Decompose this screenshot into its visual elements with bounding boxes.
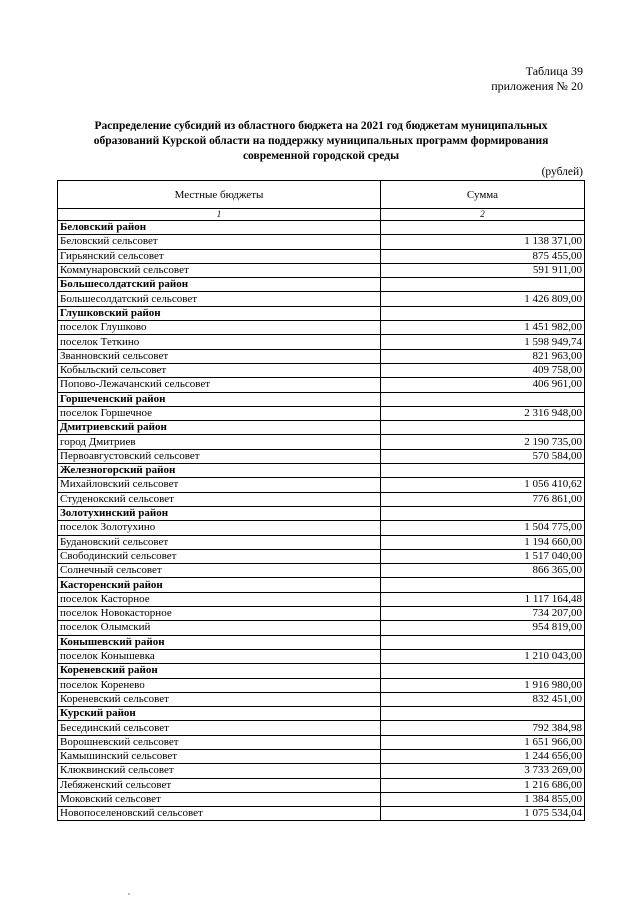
subsidy-amount: 1 075 534,04	[381, 807, 585, 821]
table-row	[58, 521, 585, 535]
table-row	[58, 406, 585, 420]
district-row	[58, 506, 585, 520]
subsidy-amount: 1 517 040,00	[381, 549, 585, 563]
header-row	[58, 181, 585, 209]
subsidy-amount: 1 426 809,00	[381, 292, 585, 306]
table-row	[58, 778, 585, 792]
subsidy-amount	[381, 664, 585, 678]
municipality-name: Званновский сельсовет	[58, 349, 381, 363]
caption-appendix-number: приложения № 20	[491, 79, 583, 93]
municipality-name: Кобыльский сельсовет	[58, 363, 381, 377]
table-row	[58, 549, 585, 563]
table-row	[58, 592, 585, 606]
municipality-name: Солнечный сельсовет	[58, 564, 381, 578]
table-row	[58, 335, 585, 349]
subsidy-amount	[381, 707, 585, 721]
table-row	[58, 749, 585, 763]
table-row	[58, 435, 585, 449]
subsidy-amount: 1 194 660,00	[381, 535, 585, 549]
district-row	[58, 664, 585, 678]
subsidy-amount: 1 504 775,00	[381, 521, 585, 535]
district-name: Конышевский район	[58, 635, 381, 649]
district-name: Кореневский район	[58, 664, 381, 678]
subsidy-amount: 821 963,00	[381, 349, 585, 363]
table-row	[58, 792, 585, 806]
subsidy-amount: 776 861,00	[381, 492, 585, 506]
subsidy-amount	[381, 306, 585, 320]
municipality-name: Беловский сельсовет	[58, 235, 381, 249]
document-title	[60, 119, 582, 164]
subsidy-amount: 1 916 980,00	[381, 678, 585, 692]
subsidy-amount: 406 961,00	[381, 378, 585, 392]
district-row	[58, 707, 585, 721]
subsidy-amount	[381, 506, 585, 520]
title-line-3: современной городской среды	[242, 150, 400, 162]
subsidy-amount	[381, 221, 585, 235]
scan-artifact	[128, 893, 130, 895]
municipality-name: город Дмитриев	[58, 435, 381, 449]
caption-table-number: Таблица 39	[525, 64, 583, 78]
municipality-name: поселок Конышевка	[58, 649, 381, 663]
district-name: Беловский район	[58, 221, 381, 235]
municipality-name: Первоавгустовский сельсовет	[58, 449, 381, 463]
subsidy-amount: 1 210 043,00	[381, 649, 585, 663]
table-row	[58, 535, 585, 549]
subsidy-amount: 1 216 686,00	[381, 778, 585, 792]
subsidy-amount: 2 316 948,00	[381, 406, 585, 420]
column-number-row	[58, 209, 585, 221]
municipality-name: Моковский сельсовет	[58, 792, 381, 806]
column-number-2: 2	[381, 209, 585, 221]
table-row	[58, 292, 585, 306]
district-row	[58, 421, 585, 435]
subsidy-amount: 1 598 949,74	[381, 335, 585, 349]
municipality-name: Большесолдатский сельсовет	[58, 292, 381, 306]
district-name: Золотухинский район	[58, 506, 381, 520]
subsidy-amount: 875 455,00	[381, 249, 585, 263]
header-amount: Сумма	[381, 181, 585, 209]
subsidy-amount	[381, 278, 585, 292]
subsidy-table	[57, 180, 585, 821]
municipality-name: Кореневский сельсовет	[58, 692, 381, 706]
table-row	[58, 692, 585, 706]
table-caption	[491, 64, 583, 94]
municipality-name: Коммунаровский сельсовет	[58, 263, 381, 277]
municipality-name: Попово-Лежачанский сельсовет	[58, 378, 381, 392]
municipality-name: поселок Глушково	[58, 321, 381, 335]
subsidy-amount: 591 911,00	[381, 263, 585, 277]
table-row	[58, 678, 585, 692]
municipality-name: поселок Олымский	[58, 621, 381, 635]
table-row	[58, 764, 585, 778]
subsidy-amount: 1 138 371,00	[381, 235, 585, 249]
municipality-name: поселок Горшечное	[58, 406, 381, 420]
municipality-name: поселок Касторное	[58, 592, 381, 606]
table-row	[58, 721, 585, 735]
table-row	[58, 378, 585, 392]
subsidy-amount: 409 758,00	[381, 363, 585, 377]
district-name: Глушковский район	[58, 306, 381, 320]
subsidy-amount: 866 365,00	[381, 564, 585, 578]
district-row	[58, 578, 585, 592]
municipality-name: поселок Теткино	[58, 335, 381, 349]
table-row	[58, 249, 585, 263]
table-row	[58, 492, 585, 506]
column-number-1: 1	[58, 209, 381, 221]
district-name: Большесолдатский район	[58, 278, 381, 292]
table-row	[58, 235, 585, 249]
table-body	[58, 221, 585, 821]
municipality-name: Гирьянский сельсовет	[58, 249, 381, 263]
header-local-budgets: Местные бюджеты	[58, 181, 381, 209]
district-row	[58, 306, 585, 320]
district-name: Горшеченский район	[58, 392, 381, 406]
municipality-name: поселок Новокасторное	[58, 607, 381, 621]
subsidy-amount: 1 384 855,00	[381, 792, 585, 806]
district-name: Курский район	[58, 707, 381, 721]
subsidy-amount: 570 584,00	[381, 449, 585, 463]
subsidy-amount: 1 451 982,00	[381, 321, 585, 335]
subsidy-amount	[381, 421, 585, 435]
title-line-2: образований Курской области на поддержку муниципальных программ формирования	[93, 135, 549, 147]
municipality-name: Студенокский сельсовет	[58, 492, 381, 506]
municipality-name: Михайловский сельсовет	[58, 478, 381, 492]
units-label: (рублей)	[541, 166, 583, 178]
table-row	[58, 735, 585, 749]
district-row	[58, 221, 585, 235]
subsidy-amount: 734 207,00	[381, 607, 585, 621]
municipality-name: Камышинский сельсовет	[58, 749, 381, 763]
subsidy-amount: 1 244 656,00	[381, 749, 585, 763]
municipality-name: Лебяженский сельсовет	[58, 778, 381, 792]
subsidy-amount: 3 733 269,00	[381, 764, 585, 778]
subsidy-amount: 1 651 966,00	[381, 735, 585, 749]
district-row	[58, 278, 585, 292]
subsidy-amount: 1 056 410,62	[381, 478, 585, 492]
table-row	[58, 263, 585, 277]
subsidy-amount: 2 190 735,00	[381, 435, 585, 449]
table-row	[58, 478, 585, 492]
subsidy-amount: 1 117 164,48	[381, 592, 585, 606]
municipality-name: поселок Золотухино	[58, 521, 381, 535]
table-row	[58, 649, 585, 663]
district-row	[58, 464, 585, 478]
district-row	[58, 635, 585, 649]
table-row	[58, 621, 585, 635]
subsidy-amount: 954 819,00	[381, 621, 585, 635]
title-line-1: Распределение субсидий из областного бюджета на 2021 год бюджетам муниципальных	[94, 120, 548, 132]
municipality-name: Бесединский сельсовет	[58, 721, 381, 735]
district-name: Дмитриевский район	[58, 421, 381, 435]
subsidy-amount	[381, 464, 585, 478]
district-name: Железногорский район	[58, 464, 381, 478]
table-row	[58, 807, 585, 821]
municipality-name: Новопоселеновский сельсовет	[58, 807, 381, 821]
municipality-name: Клюквинский сельсовет	[58, 764, 381, 778]
municipality-name: поселок Коренево	[58, 678, 381, 692]
table-row	[58, 349, 585, 363]
district-name: Касторенский район	[58, 578, 381, 592]
subsidy-amount: 832 451,00	[381, 692, 585, 706]
table-row	[58, 564, 585, 578]
table-row	[58, 321, 585, 335]
municipality-name: Свободинский сельсовет	[58, 549, 381, 563]
municipality-name: Ворошневский сельсовет	[58, 735, 381, 749]
subsidy-amount	[381, 635, 585, 649]
subsidy-amount	[381, 392, 585, 406]
table-row	[58, 363, 585, 377]
subsidy-amount: 792 384,98	[381, 721, 585, 735]
table-row	[58, 607, 585, 621]
district-row	[58, 392, 585, 406]
table-row	[58, 449, 585, 463]
subsidy-amount	[381, 578, 585, 592]
municipality-name: Будановский сельсовет	[58, 535, 381, 549]
